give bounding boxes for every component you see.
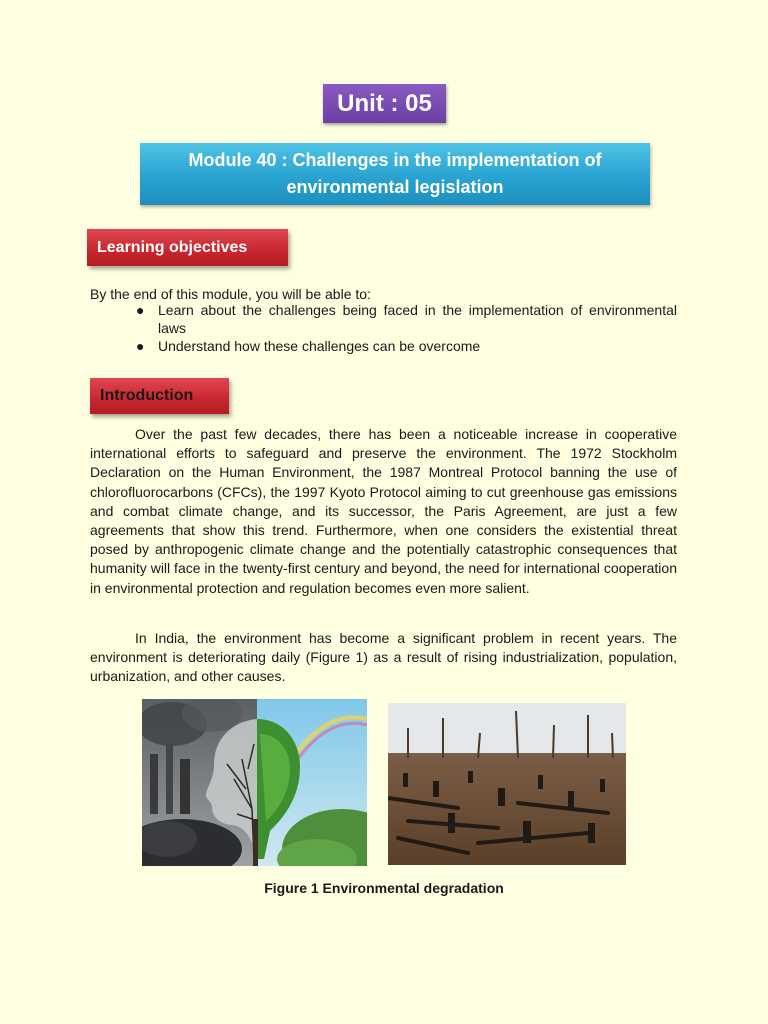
learning-objectives-heading: Learning objectives [87, 229, 288, 266]
objectives-list [90, 302, 677, 357]
module-title [140, 143, 650, 205]
bullet-icon: ● [136, 302, 145, 318]
introduction-heading: Introduction [90, 378, 229, 414]
objectives-intro: By the end of this module, you will be able to: [90, 286, 371, 302]
introduction-paragraph-1: Over the past few decades, there has been a noticeable increase in cooperative international efforts to safeguard and preserve the environment. The 1972 Stockholm Declaration on the Human Environment, the 1987 Montreal Protocol banning the use of chlorofluorocarbons (CFCs), the 1997 Kyoto Protocol aiming to cut greenhouse gas emissions and combat climate change, and its successor, the Paris Agreement, are just a few agreements that show this trend. Furthermore, when one considers the existential threat posed by anthropogenic climate change and the potentially catastrophic consequences that humanity will face in the twenty-first century and beyond, the need for international cooperation in environmental protection and regulation becomes even more salient. [90, 426, 677, 596]
list-item [90, 338, 677, 356]
objective-text: Learn about the challenges being faced in the implementation of environmental laws [158, 302, 677, 336]
bullet-icon: ● [136, 338, 145, 354]
figure-deforestation-image [388, 703, 626, 865]
list-item [90, 302, 677, 337]
figure-caption: Figure 1 Environmental degradation [264, 880, 504, 896]
module-title-line1: Module 40 : Challenges in the implementation of [188, 150, 602, 170]
figure-pollution-vs-nature-image [142, 699, 367, 866]
module-title-line2: environmental legislation [286, 177, 504, 197]
unit-title: Unit : 05 [323, 84, 446, 123]
introduction-paragraph-2: In India, the environment has become a significant problem in recent years. The environment is deteriorating daily (Figure 1) as a result of rising industrialization, population, urbanization, and other causes. [90, 630, 677, 685]
objective-text: Understand how these challenges can be overcome [158, 338, 481, 354]
